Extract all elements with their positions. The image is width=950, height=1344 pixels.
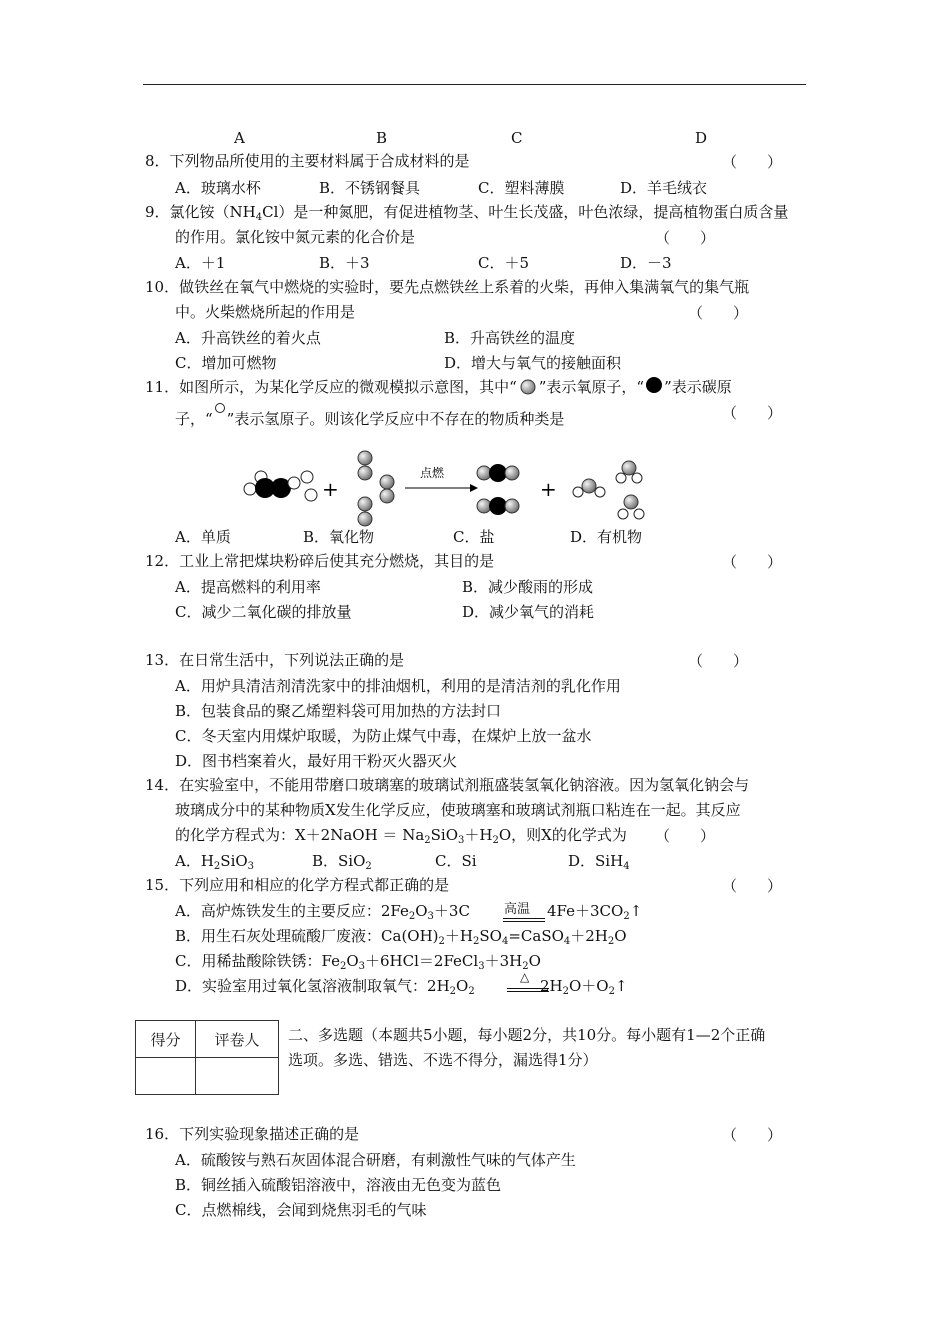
q15-option-a-product: $4Fe+3CO_2↑$ (547, 902, 643, 922)
q9-option-a: A．＋1 (175, 254, 226, 272)
q10-stem-line1: 10．做铁丝在氧气中燃烧的实验时，要先点燃铁丝上系着的火柴，再伸入集满氧气的集气瓶 (145, 278, 750, 296)
q13-stem: 13．在日常生活中，下列说法正确的是 (145, 651, 405, 669)
q15-option-a-condition: 高温 (504, 902, 531, 917)
q14-answer-paren: （ ） (655, 827, 716, 845)
q14-option-d: D．SiH$_4$ (568, 852, 630, 872)
q11-option-c: C．盐 (453, 528, 495, 546)
q9-answer-paren: （ ） (655, 229, 716, 247)
figure-label-b: B (376, 129, 388, 147)
q14-stem-line1: 14．在实验室中，不能用带磨口玻璃塞的玻璃试剂瓶盛装氢氧化钠溶液。因为氢氧化钠会与 (145, 776, 750, 794)
q15-stem: 15．下列应用和相应的化学方程式都正确的是 (145, 876, 450, 894)
product-molecules-water (573, 461, 644, 519)
q15-option-c: C．用稀盐酸除铁锈：$Fe_2O_3+6HCl=2FeCl_3+3H_2O$ (175, 952, 541, 972)
q16-stem: 16．下列实验现象描述正确的是 (145, 1125, 360, 1143)
reactant-molecule-hydrocarbon (244, 471, 317, 501)
q16-option-c: C．点燃棉线，会闻到烧焦羽毛的气味 (175, 1201, 427, 1219)
carbon-atom-icon (644, 377, 664, 395)
reactant-molecules-oxygen (358, 451, 394, 526)
grader-cell[interactable] (196, 1058, 279, 1095)
q14-stem-line2: 玻璃成分中的某种物质X发生化学反应，使玻璃塞和玻璃试剂瓶口粘连在一起。其反应 (175, 801, 741, 819)
q13-answer-paren: （ ） (688, 652, 749, 670)
score-cell[interactable] (136, 1058, 196, 1095)
q8-option-c: C．塑料薄膜 (478, 179, 565, 197)
q14-stem-line3: 的化学方程式为：X＋2NaOH ＝ $Na_2SiO_3+H_2O$，则X的化学式为 (175, 826, 627, 846)
score-table (135, 1020, 279, 1095)
q12-stem: 12．工业上常把煤块粉碎后使其充分燃烧，其目的是 (145, 552, 495, 570)
q8-stem: 8．下列物品所使用的主要材料属于合成材料的是 (145, 152, 470, 170)
section2-instructions-line2: 选项。多选、错选、不选不得分，漏选得1分） (288, 1051, 598, 1069)
plus-sign-1: + (322, 477, 339, 501)
q11-stem-line2: 子，“ ”表示氢原子。则该化学反应中不存在的物质种类是 (175, 402, 564, 429)
q16-option-b: B．铜丝插入硫酸铝溶液中，溶液由无色变为蓝色 (175, 1176, 502, 1194)
q15-option-a-equals-bar (503, 918, 545, 922)
q10-option-b: B．升高铁丝的温度 (444, 329, 576, 347)
oxygen-atom-icon (517, 377, 539, 395)
q9-stem-line1: 9．氯化铵$(NH_4Cl)$是一种氮肥，有促进植物茎、叶生长茂盛，叶色浓绿，提高植物蛋白质含量 (145, 203, 789, 223)
q12-option-a: A．提高燃料的利用率 (175, 578, 321, 596)
q13-option-b: B．包装食品的聚乙烯塑料袋可用加热的方法封口 (175, 702, 502, 720)
q8-answer-paren: （ ） (722, 153, 783, 171)
q13-option-a: A．用炉具清洁剂清洗家中的排油烟机，利用的是清洁剂的乳化作用 (175, 677, 621, 695)
q9-option-b: B．＋3 (319, 254, 370, 272)
q9-stem-line2: 的作用。氯化铵中氮元素的化合价是 (175, 228, 416, 246)
reaction-arrow (405, 484, 478, 492)
q15-option-d-product: $2H_2O+O_2↑$ (540, 977, 628, 997)
q13-option-d: D．图书档案着火，最好用干粉灭火器灭火 (175, 752, 458, 770)
q12-option-d: D．减少氧气的消耗 (462, 603, 595, 621)
q11-option-a: A．单质 (175, 528, 231, 546)
q10-option-c: C．增加可燃物 (175, 354, 277, 372)
score-header: 得分 (136, 1021, 196, 1058)
section2-instructions-line1: 二、多选题（本题共5小题，每小题2分，共10分。每小题有1—2个正确 (288, 1026, 766, 1044)
q15-option-d: D．实验室用过氧化氢溶液制取氧气：$2H_2O_2$ (175, 977, 475, 997)
reaction-condition-label: 点燃 (420, 466, 445, 480)
q16-option-a: A．硫酸铵与熟石灰固体混合研磨，有刺激性气味的气体产生 (175, 1151, 576, 1169)
q8-option-d: D．羊毛绒衣 (620, 179, 708, 197)
q12-option-c: C．减少二氧化碳的排放量 (175, 603, 352, 621)
figure-label-a: A (234, 129, 245, 147)
q14-option-b: B．SiO$_2$ (312, 852, 372, 872)
q9-option-d: D．－3 (620, 254, 672, 272)
figure-label-c: C (511, 129, 523, 147)
q8-option-b: B．不锈钢餐具 (319, 179, 421, 197)
q13-option-c: C．冬天室内用煤炉取暖，为防止煤气中毒，在煤炉上放一盆水 (175, 727, 592, 745)
q10-answer-paren: （ ） (688, 304, 749, 322)
q15-option-a: A．高炉炼铁发生的主要反应：$2Fe_2O_3+3C$ (175, 902, 470, 922)
q10-stem-line2: 中。火柴燃烧所起的作用是 (175, 303, 356, 321)
grader-header: 评卷人 (196, 1021, 279, 1058)
q12-option-b: B．减少酸雨的形成 (462, 578, 594, 596)
q8-option-a: A．玻璃水杯 (175, 179, 261, 197)
q12-answer-paren: （ ） (722, 553, 783, 571)
q11-option-b: B．氧化物 (303, 528, 375, 546)
q14-option-a: A．$H_2SiO_3$ (175, 852, 255, 872)
product-molecules-co2 (477, 464, 519, 515)
hydrogen-atom-icon (213, 402, 227, 420)
q16-answer-paren: （ ） (722, 1126, 783, 1144)
header-rule (143, 84, 806, 85)
q10-option-d: D．增大与氧气的接触面积 (444, 354, 622, 372)
q15-answer-paren: （ ） (722, 877, 783, 895)
figure-label-d: D (695, 129, 708, 147)
q11-answer-paren: （ ） (722, 404, 783, 422)
q10-option-a: A．升高铁丝的着火点 (175, 329, 321, 347)
q15-option-d-condition: △ (520, 970, 530, 984)
plus-sign-2: + (540, 477, 557, 501)
q11-stem-line1: 11．如图所示，为某化学反应的微观模拟示意图，其中“ ”表示氧原子，“ ”表示碳原 (145, 378, 732, 396)
q9-option-c: C．＋5 (478, 254, 530, 272)
q14-option-c: C．Si (435, 852, 477, 870)
q15-option-b: B．用生石灰处理硫酸厂废液：$Ca(OH)_2+H_2SO_4=CaSO_4+2H_2O$ (175, 927, 627, 947)
reaction-diagram (230, 446, 650, 536)
q11-option-d: D．有机物 (570, 528, 643, 546)
